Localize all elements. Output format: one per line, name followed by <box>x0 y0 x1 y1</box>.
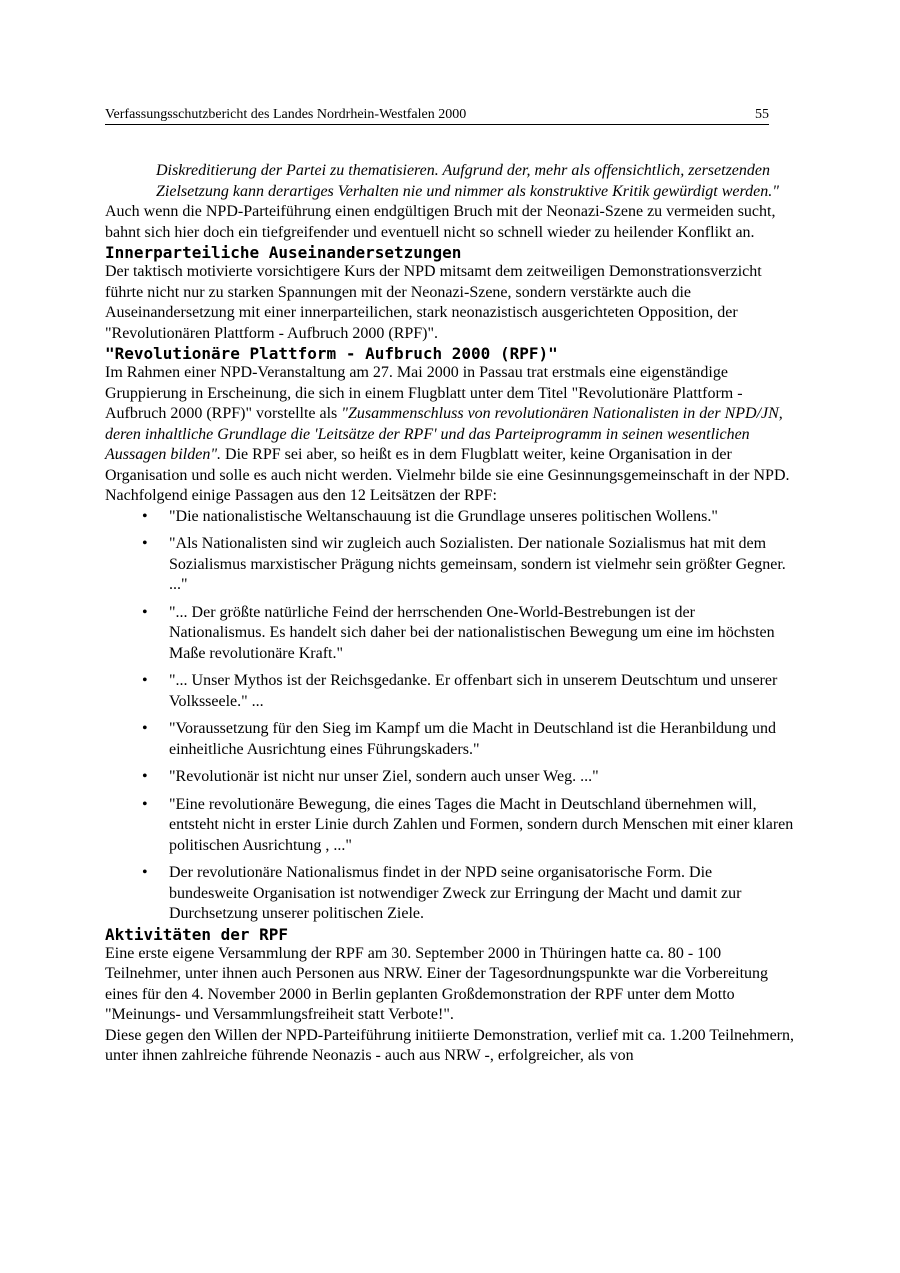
list-item <box>105 795 795 857</box>
bullet-icon: • <box>142 535 148 552</box>
rpf-intro-text: Im Rahmen einer NPD-Veranstaltung am 27. Mai 2000 in Passau trat erstmals eine eigenständige Gruppierung in Erscheinung, die sich in einem Flugblatt unter dem Titel "Revolutionäre Plattform - Aufbruch 2000 (RPF)" vorstellte als <box>105 364 743 422</box>
running-header <box>105 106 769 125</box>
bullet-icon: • <box>142 603 148 621</box>
list-item <box>105 671 795 712</box>
bullet-icon: • <box>142 795 148 813</box>
thesis-text: "... Unser Mythos ist der Reichsgedanke. Er offenbart sich in unserem Deutschtum und unserer Volksseele." ... <box>169 672 778 710</box>
page-number: 55 <box>755 107 769 122</box>
list-item <box>105 767 795 788</box>
heading-rpf: "Revolutionäre Plattform - Aufbruch 2000 (RPF)" <box>105 344 558 363</box>
document-page <box>105 106 795 1067</box>
rpf-self-description-quote: "Zusammenschluss von revolutionären Nationalisten in der NPD/JN, deren inhaltliche Grundlage die 'Leitsätze der RPF' und das Parteiprogramm in seinen wesentlichen Aussagen bilden". <box>105 405 783 463</box>
thesis-text: "Voraussetzung für den Sieg im Kampf um die Macht in Deutschland ist die Heranbildung und einheitliche Ausrichtung eines Führungskaders." <box>169 720 777 758</box>
paragraph-first-assembly: Eine erste eigene Versammlung der RPF am 30. September 2000 in Thüringen hatte ca. 80 - 100 Teilnehmer, unter ihnen auch Personen aus NRW. Einer der Tagesordnungspunkte war die Vorbereitung eines für den 4. November 2000 in Berlin geplanten Großdemonstration der RPF unter dem Motto "Meinungs- und Versammlungsfreiheit statt Verbote!". <box>105 944 769 1023</box>
bullet-icon: • <box>142 672 148 689</box>
bullet-icon: • <box>142 768 148 785</box>
paragraph-rpf-intro <box>105 363 795 486</box>
heading-innerparteiliche-auseinandersetzungen: Innerparteiliche Auseinandersetzungen <box>105 243 462 262</box>
bullet-icon: • <box>142 720 148 737</box>
thesis-text: "... Der größte natürliche Feind der herrschenden One-World-Bestrebungen ist der Nationalismus. Es handelt sich daher bei der nationalistischen Bewegung um eine im höchsten Maße revolutionäre Kraft." <box>169 603 775 662</box>
paragraph-demonstration: Diese gegen den Willen der NPD-Parteiführung initiierte Demonstration, verlief mit ca. 1.200 Teilnehmern, unter ihnen zahlreiche führende Neonazis - auch aus NRW -, erfolgreicher, als von <box>105 1026 795 1064</box>
thesis-text: Der revolutionäre Nationalismus findet in der NPD seine organisatorische Form. Die bundesweite Organisation ist notwendiger Zweck zur Erringung der Macht und damit zur Durchsetzung unserer politischen Ziele. <box>169 864 742 922</box>
thesis-text: "Die nationalistische Weltanschauung ist die Grundlage unseres politischen Wollens." <box>169 507 718 525</box>
thesis-text: "Revolutionär ist nicht nur unser Ziel, sondern auch unser Weg. ..." <box>169 768 599 785</box>
paragraph-opposition: Der taktisch motivierte vorsichtigere Kurs der NPD mitsamt dem zeitweiligen Demonstrationsverzicht führte nicht nur zu starken Spannungen mit der Neonazi-Szene, sondern verstärkte auch die Auseinandersetzung mit einer innerparteilichen, stark neonazistisch ausgerichteten Opposition, der "Revolutionären Plattform - Aufbruch 2000 (RPF)". <box>105 263 762 342</box>
report-title: Verfassungsschutzbericht des Landes Nordrhein-Westfalen 2000 <box>105 107 467 122</box>
thesis-text: "Als Nationalisten sind wir zugleich auch Sozialisten. Der nationale Sozialismus hat mit dem Sozialismus marxistischer Prägung nichts gemeinsam, sondern ist vielmehr sein größter Gegner. ..." <box>169 535 786 593</box>
paragraph-conflict: Auch wenn die NPD-Parteiführung einen endgültigen Bruch mit der Neonazi-Szene zu vermeiden sucht, bahnt sich hier doch ein tiefgreifender und eventuell nicht so schnell wieder zu heilender Konflikt an. <box>105 203 776 241</box>
thesis-text: "Eine revolutionäre Bewegung, die eines Tages die Macht in Deutschland übernehmen will, entsteht nicht in erster Linie durch Zahlen und Formen, sondern durch Menschen mit einer klaren politischen Ausrichtung , ..." <box>169 795 794 854</box>
bullet-icon: • <box>142 507 148 525</box>
list-item <box>105 719 795 760</box>
list-item <box>105 603 795 665</box>
list-item <box>105 507 795 528</box>
bullet-icon: • <box>142 864 148 881</box>
list-item <box>105 534 795 596</box>
list-item <box>105 863 795 925</box>
heading-aktivitaeten-der-rpf: Aktivitäten der RPF <box>105 924 289 944</box>
rpf-intro-continuation: Die RPF sei aber, so heißt es in dem Flugblatt weiter, keine Organisation in der Organisation und solle es auch nicht werden. Vielmehr bilde sie eine Gesinnungsgemeinschaft in der NPD. <box>105 446 790 484</box>
quote-continuation: Diskreditierung der Partei zu thematisieren. Aufgrund der, mehr als offensichtlich, zersetzenden Zielsetzung kann derartiges Verhalten nie und nimmer als konstruktive Kritik gewürdigt werden." <box>156 162 779 200</box>
theses-list <box>105 507 795 925</box>
paragraph-theses-intro: Nachfolgend einige Passagen aus den 12 Leitsätzen der RPF: <box>105 487 497 504</box>
